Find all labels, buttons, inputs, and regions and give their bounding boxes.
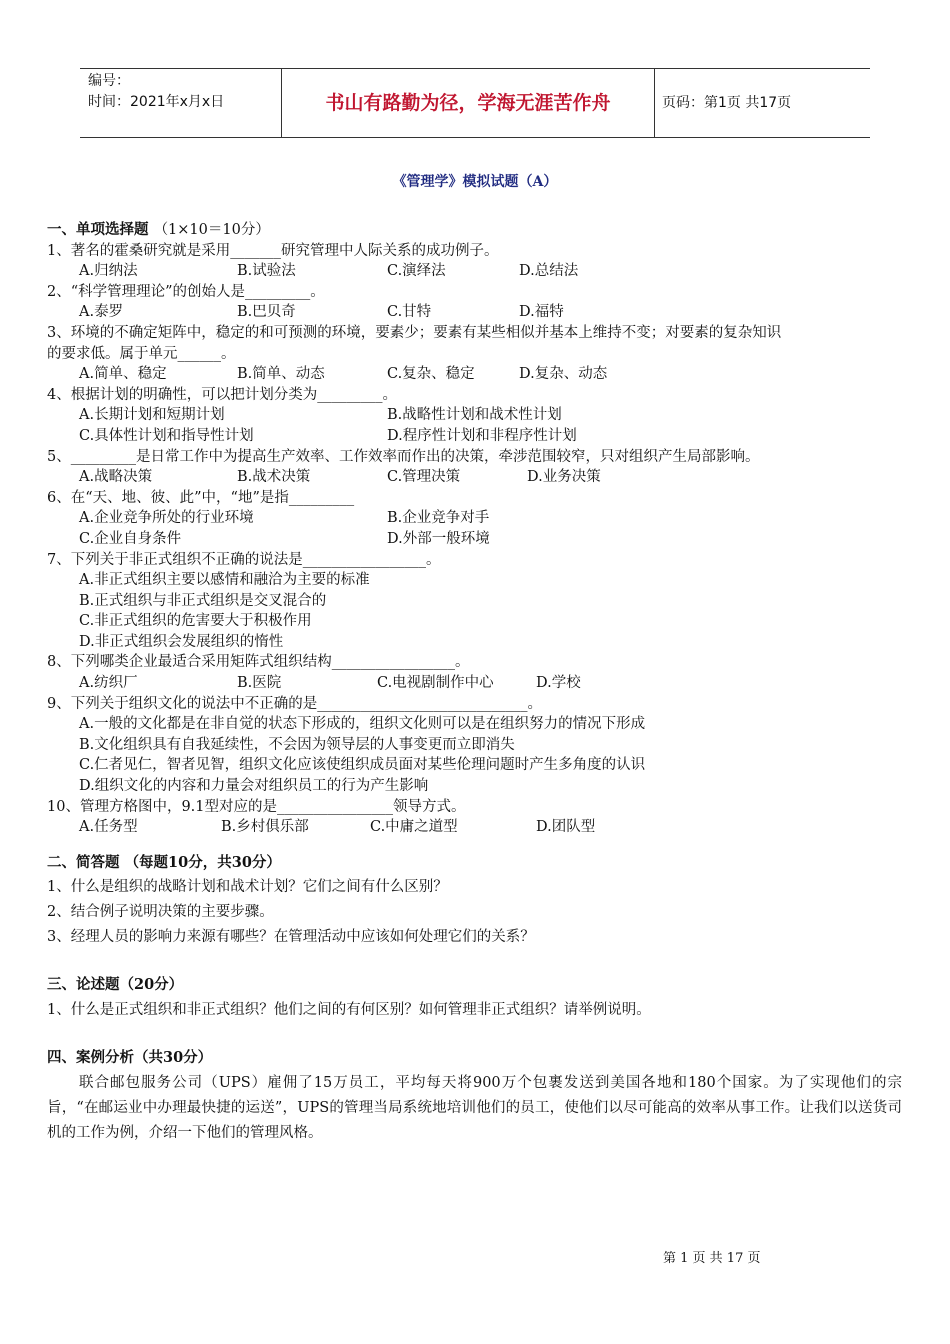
options-row [47, 817, 907, 838]
option: D.团队型 [536, 819, 596, 836]
option: A.纺织厂 [79, 675, 138, 692]
options-row [47, 529, 907, 550]
header-meta [88, 71, 224, 113]
essay-question: 1、什么是正式组织和非正式组织？他们之间的有何区别？如何管理非正式组织？请举例说明。 [47, 1001, 651, 1018]
option: B.正式组织与非正式组织是交叉混合的 [79, 592, 327, 609]
question-4: 4、根据计划的明确性，可以把计划分类为_________。 [47, 386, 397, 403]
question-9: 9、下列关于组织文化的说法中不正确的是_____________________________。 [47, 695, 542, 712]
options-row [47, 508, 907, 529]
option: B.战术决策 [237, 469, 311, 486]
question-8: 8、下列哪类企业最适合采用矩阵式组织结构_________________。 [47, 654, 470, 671]
document-title: 《管理学》模拟试题（A） [392, 174, 558, 190]
option: C.演绎法 [387, 263, 446, 280]
option: A.一般的文化都是在非自觉的状态下形成的，组织文化则可以是在组织努力的情况下形成 [79, 716, 646, 733]
option: C.非正式组织的危害要大于积极作用 [79, 613, 312, 630]
header-motto: 书山有路勤为径，学海无涯苦作舟 [325, 92, 611, 114]
page-header [80, 68, 870, 138]
question-3: 3、环境的不确定矩阵中，稳定的和可预测的环境，要素少；要素有某些相似并基本上维持不变；对要素的复杂知识 [47, 324, 782, 341]
question-7: 7、下列关于非正式组织不正确的说法是_________________。 [47, 551, 441, 568]
option: B.文化组织具有自我延续性，不会因为领导层的人事变更而立即消失 [79, 736, 515, 753]
options-row [47, 673, 907, 694]
option: D.组织文化的内容和力量会对组织员工的行为产生影响 [79, 778, 429, 795]
short-question: 1、什么是组织的战略计划和战术计划？它们之间有什么区别？ [47, 879, 448, 896]
option: C.甘特 [387, 304, 432, 321]
options-row [47, 302, 907, 323]
option: C.复杂、稳定 [387, 366, 475, 383]
option: D.总结法 [519, 263, 579, 280]
question-3-cont: 的要求低。属于单元______。 [47, 345, 236, 362]
question-1: 1、著名的霍桑研究就是采用_______研究管理中人际关系的成功例子。 [47, 242, 499, 259]
exam-content [47, 220, 907, 1146]
option: D.福特 [519, 304, 564, 321]
option: D.外部一般环境 [387, 530, 490, 547]
option: A.简单、稳定 [79, 366, 167, 383]
section4-heading: 四、案例分析（共30分） [47, 1049, 213, 1067]
option: B.简单、动态 [237, 366, 325, 383]
section1-heading: 一、单项选择题 （1×10＝10分） [47, 221, 270, 238]
option: B.乡村俱乐部 [221, 819, 309, 836]
page-footer: 第 1 页 共 17 页 [663, 1251, 761, 1266]
option: C.具体性计划和指导性计划 [79, 427, 254, 444]
options-row [47, 467, 907, 488]
question-5: 5、_________是日常工作中为提高生产效率、工作效率而作出的决策，牵涉范围较窄，只对组织产生局部影响。 [47, 448, 760, 465]
header-divider [654, 69, 655, 137]
options-row [47, 364, 907, 385]
short-question: 3、经理人员的影响力来源有哪些？在管理活动中应该如何处理它们的关系？ [47, 928, 535, 945]
header-page-info: 页码：第1页 共17页 [662, 95, 792, 111]
option: C.仁者见仁，智者见智，组织文化应该使组织成员面对某些伦理问题时产生多角度的认识 [79, 757, 646, 774]
option: B.战略性计划和战术性计划 [387, 407, 562, 424]
option: D.非正式组织会发展组织的惰性 [79, 633, 284, 650]
question-6: 6、在“天、地、彼、此”中，“地”是指_________ [47, 489, 355, 506]
options-row [47, 405, 907, 426]
option: B.医院 [237, 675, 282, 692]
options-row [47, 426, 907, 447]
option: A.非正式组织主要以感情和融洽为主要的标准 [79, 572, 370, 589]
option: C.中庸之道型 [370, 819, 458, 836]
number-label: 编号： [88, 73, 130, 89]
option: B.巴贝奇 [237, 304, 296, 321]
option: D.业务决策 [527, 469, 601, 486]
option: A.归纳法 [79, 263, 138, 280]
option: A.长期计划和短期计划 [79, 407, 225, 424]
option: A.泰罗 [79, 304, 124, 321]
question-10: 10、管理方格图中，9.1型对应的是________________领导方式。 [47, 798, 466, 815]
option: A.企业竞争所处的行业环境 [79, 510, 254, 527]
case-paragraph: 联合邮包服务公司（UPS）雇佣了15万员工，平均每天将900万个包裹发送到美国各地和180个国家。为了实现他们的宗旨，“在邮运业中办理最快捷的运送”，UPS的管理当局系统地培训他们的员工，使他们以尽可能高的效率从事工作。让我们以送货司机的工作为例，介绍一下他们的管理风格。 [47, 1074, 902, 1141]
option: A.任务型 [79, 819, 138, 836]
option: B.企业竞争对手 [387, 510, 490, 527]
time-label: 时间：2021年x月x日 [88, 94, 225, 110]
question-2: 2、“科学管理理论”的创始人是_________。 [47, 283, 325, 300]
option: B.试验法 [237, 263, 296, 280]
option: D.程序性计划和非程序性计划 [387, 427, 577, 444]
options-row [47, 261, 907, 282]
short-question: 2、结合例子说明决策的主要步骤。 [47, 904, 274, 920]
section2-heading: 二、简答题 （每题10分，共30分） [47, 853, 281, 871]
option: D.复杂、动态 [519, 366, 608, 383]
option: C.企业自身条件 [79, 530, 182, 547]
option: C.管理决策 [387, 469, 461, 486]
option: D.学校 [536, 675, 581, 692]
option: A.战略决策 [79, 469, 153, 486]
section3-heading: 三、论述题（20分） [47, 976, 184, 994]
header-divider [281, 69, 282, 137]
option: C.电视剧制作中心 [377, 675, 494, 692]
